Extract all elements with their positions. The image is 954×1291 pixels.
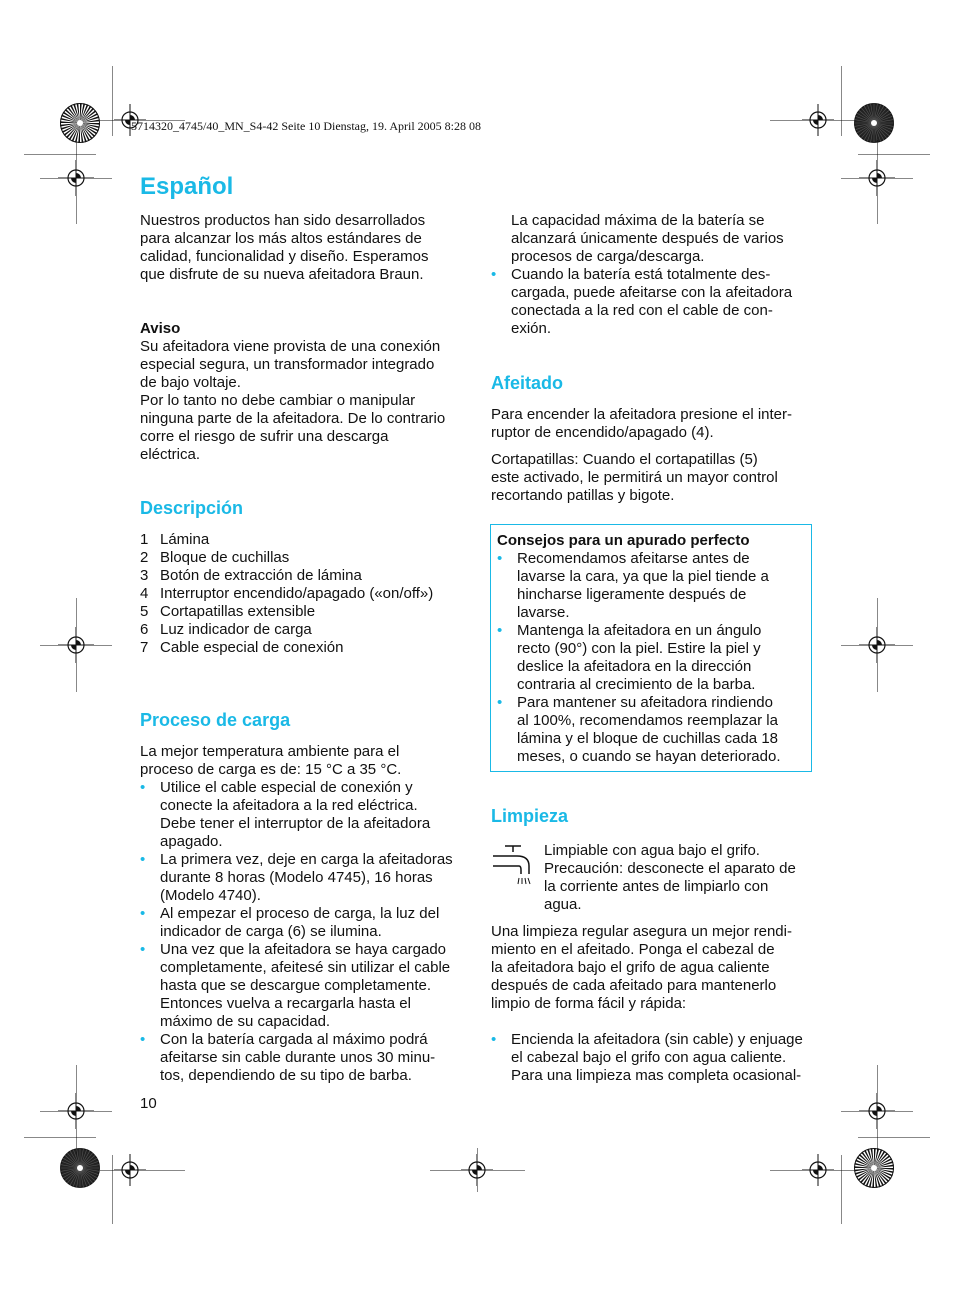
crop-line <box>40 1111 113 1112</box>
page-number: 10 <box>140 1095 157 1112</box>
text-line: alcanzará únicamente después de varios <box>511 230 784 247</box>
tips-heading: Consejos para un apurado perfecto <box>497 532 750 549</box>
list-item: • Recomendamos afeitarse antes de lavarse la cara, ya que la piel tiende a hincharse ligeramente después de lavarse. <box>497 550 805 622</box>
crop-line <box>100 1170 186 1171</box>
crop-line <box>841 178 914 179</box>
list-item: 1 Lámina <box>140 531 210 548</box>
text-line: eléctrica. <box>140 446 201 463</box>
afeitado-paragraph: Para encender la afeitadora presione el inter- ruptor de encendido/apagado (4). <box>491 406 793 441</box>
tap-note: Limpiable con agua bajo el grifo. Precaución: desconecte el aparato de la corriente antes de limpiarlo con agua. <box>491 842 821 914</box>
text-line: que disfrute de su nueva afeitadora Braun. <box>140 266 424 283</box>
starburst-mark-icon <box>854 103 894 143</box>
crop-line <box>100 120 186 121</box>
text-line: ninguna parte de la afeitadora. De lo contrario <box>140 410 446 427</box>
list-item: • La primera vez, deje en carga la afeitadoras durante 8 horas (Modelo 4745), 16 horas (Modelo 4740). <box>140 851 470 905</box>
list-item: • Para mantener su afeitadora rindiendo al 100%, recomendamos reemplazar la lámina y el bloque de cuchillas cada 18 meses, o cuando se hayan deteriorado. <box>497 694 805 766</box>
list-item: 4 Interruptor encendido/apagado («on/off») <box>140 585 434 602</box>
list-item: • Con la batería cargada al máximo podrá afeitarse sin cable durante unos 30 minu- tos, dependiendo de su tipo de barba. <box>140 1031 470 1085</box>
descripcion-heading: Descripción <box>140 498 244 518</box>
starburst-mark-icon <box>854 1148 894 1188</box>
afeitado-heading: Afeitado <box>491 373 563 393</box>
crop-line <box>841 66 842 137</box>
text-line: para alcanzar los más altos estándares de <box>140 230 422 247</box>
starburst-mark-icon <box>60 1148 100 1188</box>
text-line: procesos de carga/descarga. <box>511 248 705 265</box>
crop-line <box>477 1148 478 1193</box>
cleaning-paragraph: Una limpieza regular asegura un mejor rendi- miento en el afeitado. Ponga el cabezal de la afeitadora bajo el grifo de agua caliente después de cada afeitado para mantenerlo limpio de forma fácil y rápida: <box>491 923 792 1012</box>
crop-line <box>877 140 878 225</box>
carga-intro <box>140 743 470 779</box>
text-line: proceso de carga es de: 15 °C a 35 °C. <box>140 761 402 778</box>
limpieza-heading: Limpieza <box>491 806 569 826</box>
cortapatillas-paragraph: Cortapatillas: Cuando el cortapatillas (5) este activado, le permitirá un mayor control recortando patillas y bigote. <box>491 451 778 504</box>
water-tap-icon <box>491 844 533 886</box>
starburst-mark-icon <box>60 103 100 143</box>
text-line: especial segura, un transformador integrado <box>140 356 435 373</box>
list-item: • Una vez que la afeitadora se haya cargado completamente, afeitesé sin utilizar el cable hasta que se descargue completamente. Entonces vuelva a recargarla hasta el máximo de su capacidad. <box>140 941 470 1031</box>
print-header-line: 5714320_4745/40_MN_S4-42 Seite 10 Dienstag, 19. April 2005 8:28 08 <box>131 119 481 133</box>
crop-line <box>858 1137 931 1138</box>
list-item: 2 Bloque de cuchillas <box>140 549 290 566</box>
crop-line <box>112 66 113 137</box>
aviso-section <box>140 320 470 464</box>
text-line: de bajo voltaje. <box>140 374 241 391</box>
crop-line <box>841 1155 842 1225</box>
battery-capacity-paragraph <box>491 212 821 266</box>
right-column <box>491 212 821 505</box>
left-column <box>140 212 470 1085</box>
list-item: • Utilice el cable especial de conexión y conecte la afeitadora a la red eléctrica. Debe tener el interruptor de la afeitadora apagado. <box>140 779 470 851</box>
parts-list <box>140 531 470 657</box>
crop-line <box>841 645 914 646</box>
crop-line <box>40 645 113 646</box>
crop-line <box>112 1155 113 1225</box>
crop-line <box>76 140 77 225</box>
text-line: corre el riesgo de sufrir una descarga <box>140 428 389 445</box>
text-line: La mejor temperatura ambiente para el <box>140 743 400 760</box>
list-item: • Encienda la afeitadora (sin cable) y enjuage el cabezal bajo el grifo con agua caliente. Para una limpieza mas completa ocasional- <box>491 1031 821 1085</box>
tips-box <box>490 524 812 772</box>
crop-line <box>24 154 97 155</box>
page-title: Español <box>140 173 234 200</box>
limpieza-section <box>491 805 821 1085</box>
text-line: calidad, funcionalidad y diseño. Esperamos <box>140 248 429 265</box>
crop-line <box>24 1137 97 1138</box>
carga-heading: Proceso de carga <box>140 710 291 730</box>
list-item: 6 Luz indicador de carga <box>140 621 312 638</box>
crop-line <box>770 1170 856 1171</box>
crop-line <box>841 1111 914 1112</box>
intro-paragraph <box>140 212 470 284</box>
list-item: • Cuando la batería está totalmente des- cargada, puede afeitarse con la afeitadora conectada a la red con el cable de con- exión. <box>491 266 821 338</box>
crop-line <box>40 178 113 179</box>
list-item: • Mantenga la afeitadora en un ángulo recto (90°) con la piel. Estire la piel y deslice la afeitadora en la dirección contraria al crecimiento de la barba. <box>497 622 805 694</box>
list-item: 7 Cable especial de conexión <box>140 639 344 656</box>
crop-line <box>770 120 856 121</box>
list-item: • Al empezar el proceso de carga, la luz del indicador de carga (6) se ilumina. <box>140 905 470 941</box>
text-line: Nuestros productos han sido desarrollados <box>140 212 426 229</box>
text-line: Por lo tanto no debe cambiar o manipular <box>140 392 416 409</box>
aviso-heading: Aviso <box>140 320 181 337</box>
text-line: Su afeitadora viene provista de una conexión <box>140 338 441 355</box>
list-item: 3 Botón de extracción de lámina <box>140 567 362 584</box>
list-item: 5 Cortapatillas extensible <box>140 603 316 620</box>
crop-line <box>858 154 931 155</box>
crop-line <box>430 1170 526 1171</box>
text-line: La capacidad máxima de la batería se <box>511 212 765 229</box>
